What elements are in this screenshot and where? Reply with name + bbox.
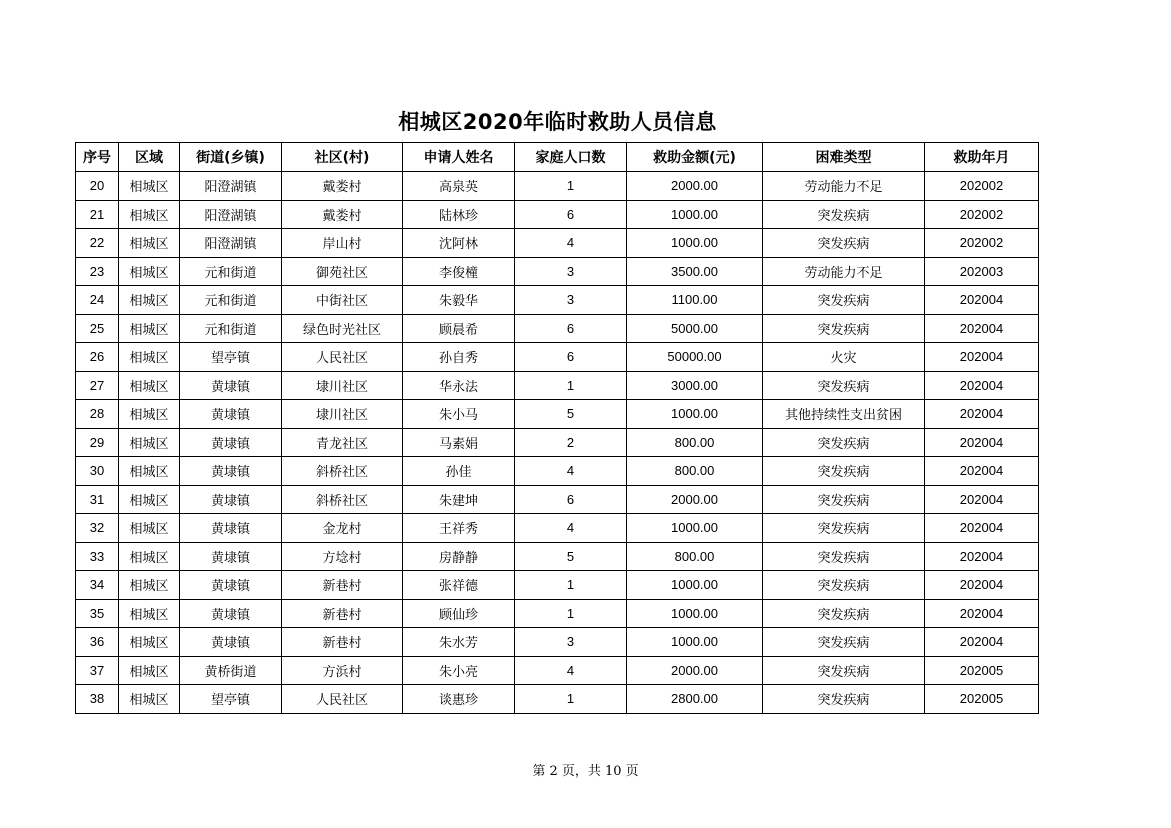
cell-street: 黄埭镇 [180,628,282,657]
cell-applicant: 顾晨希 [403,314,515,343]
cell-amount: 800.00 [627,542,763,571]
table-row [76,485,1039,514]
cell-hardship-type: 突发疾病 [763,628,925,657]
cell-community: 埭川社区 [282,400,403,429]
cell-amount: 3000.00 [627,371,763,400]
cell-street: 元和街道 [180,257,282,286]
col-header-household-size: 家庭人口数 [515,143,627,172]
cell-month: 202004 [925,628,1039,657]
cell-index: 22 [76,229,119,258]
cell-region: 相城区 [119,599,180,628]
cell-community: 新巷村 [282,599,403,628]
cell-hardship-type: 其他持续性支出贫困 [763,400,925,429]
table-row [76,343,1039,372]
cell-applicant: 高泉英 [403,172,515,201]
col-header-street: 街道(乡镇) [180,143,282,172]
cell-household-size: 6 [515,200,627,229]
cell-index: 29 [76,428,119,457]
cell-hardship-type: 突发疾病 [763,229,925,258]
cell-region: 相城区 [119,542,180,571]
col-header-month: 救助年月 [925,143,1039,172]
cell-month: 202004 [925,514,1039,543]
table-row [76,229,1039,258]
cell-applicant: 孙佳 [403,457,515,486]
cell-index: 27 [76,371,119,400]
cell-hardship-type: 突发疾病 [763,599,925,628]
cell-month: 202002 [925,200,1039,229]
cell-street: 阳澄湖镇 [180,200,282,229]
cell-region: 相城区 [119,257,180,286]
cell-month: 202004 [925,599,1039,628]
cell-applicant: 沈阿林 [403,229,515,258]
cell-region: 相城区 [119,172,180,201]
cell-community: 绿色时光社区 [282,314,403,343]
cell-hardship-type: 突发疾病 [763,428,925,457]
cell-household-size: 1 [515,685,627,714]
cell-community: 新巷村 [282,571,403,600]
cell-applicant: 朱水芳 [403,628,515,657]
cell-applicant: 房静静 [403,542,515,571]
cell-applicant: 张祥德 [403,571,515,600]
cell-amount: 2000.00 [627,656,763,685]
cell-index: 23 [76,257,119,286]
cell-community: 埭川社区 [282,371,403,400]
cell-street: 黄埭镇 [180,599,282,628]
cell-community: 人民社区 [282,685,403,714]
cell-street: 元和街道 [180,314,282,343]
table-row [76,400,1039,429]
cell-community: 戴娄村 [282,200,403,229]
cell-street: 阳澄湖镇 [180,172,282,201]
cell-street: 望亭镇 [180,343,282,372]
cell-amount: 1000.00 [627,400,763,429]
cell-street: 黄埭镇 [180,485,282,514]
cell-index: 36 [76,628,119,657]
cell-month: 202002 [925,172,1039,201]
cell-hardship-type: 突发疾病 [763,286,925,315]
cell-community: 方埝村 [282,542,403,571]
cell-amount: 1000.00 [627,599,763,628]
cell-household-size: 1 [515,599,627,628]
cell-applicant: 朱小亮 [403,656,515,685]
cell-region: 相城区 [119,571,180,600]
cell-region: 相城区 [119,400,180,429]
cell-community: 中街社区 [282,286,403,315]
cell-month: 202002 [925,229,1039,258]
cell-region: 相城区 [119,628,180,657]
cell-region: 相城区 [119,514,180,543]
cell-region: 相城区 [119,656,180,685]
cell-street: 黄埭镇 [180,514,282,543]
cell-street: 黄埭镇 [180,457,282,486]
cell-month: 202003 [925,257,1039,286]
cell-month: 202004 [925,571,1039,600]
cell-region: 相城区 [119,428,180,457]
cell-month: 202004 [925,400,1039,429]
table-row [76,457,1039,486]
cell-amount: 2000.00 [627,485,763,514]
cell-community: 人民社区 [282,343,403,372]
cell-month: 202004 [925,457,1039,486]
table-body [76,172,1039,714]
cell-applicant: 顾仙珍 [403,599,515,628]
cell-amount: 1000.00 [627,571,763,600]
cell-street: 黄埭镇 [180,542,282,571]
cell-month: 202004 [925,286,1039,315]
cell-hardship-type: 劳动能力不足 [763,257,925,286]
cell-household-size: 5 [515,400,627,429]
cell-hardship-type: 突发疾病 [763,571,925,600]
cell-amount: 50000.00 [627,343,763,372]
cell-applicant: 李俊橦 [403,257,515,286]
cell-applicant: 华永法 [403,371,515,400]
cell-hardship-type: 劳动能力不足 [763,172,925,201]
cell-household-size: 4 [515,457,627,486]
cell-applicant: 朱小马 [403,400,515,429]
cell-applicant: 王祥秀 [403,514,515,543]
cell-amount: 1100.00 [627,286,763,315]
cell-community: 方浜村 [282,656,403,685]
cell-region: 相城区 [119,200,180,229]
cell-street: 望亭镇 [180,685,282,714]
cell-index: 31 [76,485,119,514]
cell-household-size: 1 [515,371,627,400]
cell-hardship-type: 突发疾病 [763,514,925,543]
cell-household-size: 1 [515,571,627,600]
cell-amount: 3500.00 [627,257,763,286]
cell-applicant: 谈惠珍 [403,685,515,714]
cell-month: 202004 [925,371,1039,400]
cell-index: 25 [76,314,119,343]
table-row [76,172,1039,201]
table-row [76,200,1039,229]
cell-household-size: 4 [515,514,627,543]
cell-index: 33 [76,542,119,571]
cell-amount: 800.00 [627,457,763,486]
cell-hardship-type: 火灾 [763,343,925,372]
cell-region: 相城区 [119,457,180,486]
cell-street: 黄埭镇 [180,571,282,600]
cell-household-size: 2 [515,428,627,457]
cell-index: 26 [76,343,119,372]
cell-index: 20 [76,172,119,201]
col-header-community: 社区(村) [282,143,403,172]
cell-amount: 5000.00 [627,314,763,343]
cell-month: 202004 [925,314,1039,343]
cell-street: 元和街道 [180,286,282,315]
cell-index: 24 [76,286,119,315]
cell-household-size: 3 [515,286,627,315]
cell-index: 32 [76,514,119,543]
table-row [76,542,1039,571]
cell-amount: 2800.00 [627,685,763,714]
cell-household-size: 6 [515,314,627,343]
cell-applicant: 陆林珍 [403,200,515,229]
cell-hardship-type: 突发疾病 [763,457,925,486]
table-row [76,571,1039,600]
cell-applicant: 孙自秀 [403,343,515,372]
cell-community: 岸山村 [282,229,403,258]
page-title: 相城区2020年临时救助人员信息 [398,110,717,134]
cell-household-size: 6 [515,343,627,372]
cell-amount: 1000.00 [627,229,763,258]
cell-month: 202004 [925,542,1039,571]
cell-street: 黄桥街道 [180,656,282,685]
cell-hardship-type: 突发疾病 [763,371,925,400]
cell-hardship-type: 突发疾病 [763,656,925,685]
cell-applicant: 马素娟 [403,428,515,457]
cell-community: 金龙村 [282,514,403,543]
cell-household-size: 3 [515,628,627,657]
cell-community: 青龙社区 [282,428,403,457]
cell-street: 黄埭镇 [180,428,282,457]
table-row [76,257,1039,286]
cell-index: 28 [76,400,119,429]
col-header-amount: 救助金额(元) [627,143,763,172]
cell-region: 相城区 [119,314,180,343]
cell-hardship-type: 突发疾病 [763,485,925,514]
table-row [76,371,1039,400]
cell-household-size: 1 [515,172,627,201]
cell-amount: 2000.00 [627,172,763,201]
cell-region: 相城区 [119,229,180,258]
col-header-region: 区域 [119,143,180,172]
cell-month: 202004 [925,428,1039,457]
table-row [76,314,1039,343]
cell-applicant: 朱建坤 [403,485,515,514]
cell-region: 相城区 [119,371,180,400]
cell-street: 阳澄湖镇 [180,229,282,258]
cell-index: 37 [76,656,119,685]
table-row [76,599,1039,628]
cell-region: 相城区 [119,286,180,315]
cell-month: 202004 [925,485,1039,514]
cell-index: 34 [76,571,119,600]
cell-region: 相城区 [119,685,180,714]
table-row [76,286,1039,315]
col-header-hardship-type: 困难类型 [763,143,925,172]
cell-community: 戴娄村 [282,172,403,201]
cell-household-size: 6 [515,485,627,514]
col-header-applicant: 申请人姓名 [403,143,515,172]
cell-street: 黄埭镇 [180,400,282,429]
cell-month: 202005 [925,656,1039,685]
cell-index: 35 [76,599,119,628]
table-row [76,656,1039,685]
cell-index: 38 [76,685,119,714]
cell-month: 202005 [925,685,1039,714]
cell-hardship-type: 突发疾病 [763,685,925,714]
table-row [76,628,1039,657]
cell-applicant: 朱毅华 [403,286,515,315]
cell-month: 202004 [925,343,1039,372]
cell-region: 相城区 [119,343,180,372]
cell-region: 相城区 [119,485,180,514]
cell-household-size: 3 [515,257,627,286]
cell-community: 斜桥社区 [282,457,403,486]
cell-community: 新巷村 [282,628,403,657]
table-row [76,428,1039,457]
cell-index: 21 [76,200,119,229]
col-header-index: 序号 [76,143,119,172]
cell-amount: 1000.00 [627,200,763,229]
cell-hardship-type: 突发疾病 [763,200,925,229]
cell-amount: 1000.00 [627,514,763,543]
cell-amount: 1000.00 [627,628,763,657]
cell-hardship-type: 突发疾病 [763,314,925,343]
cell-community: 斜桥社区 [282,485,403,514]
cell-household-size: 5 [515,542,627,571]
header-row [76,143,1039,172]
cell-index: 30 [76,457,119,486]
table-row [76,514,1039,543]
cell-community: 御苑社区 [282,257,403,286]
cell-household-size: 4 [515,229,627,258]
cell-amount: 800.00 [627,428,763,457]
cell-street: 黄埭镇 [180,371,282,400]
page-footer: 第 2 页，共 10 页 [532,764,639,779]
cell-hardship-type: 突发疾病 [763,542,925,571]
relief-table [75,142,1039,714]
cell-household-size: 4 [515,656,627,685]
table-row [76,685,1039,714]
